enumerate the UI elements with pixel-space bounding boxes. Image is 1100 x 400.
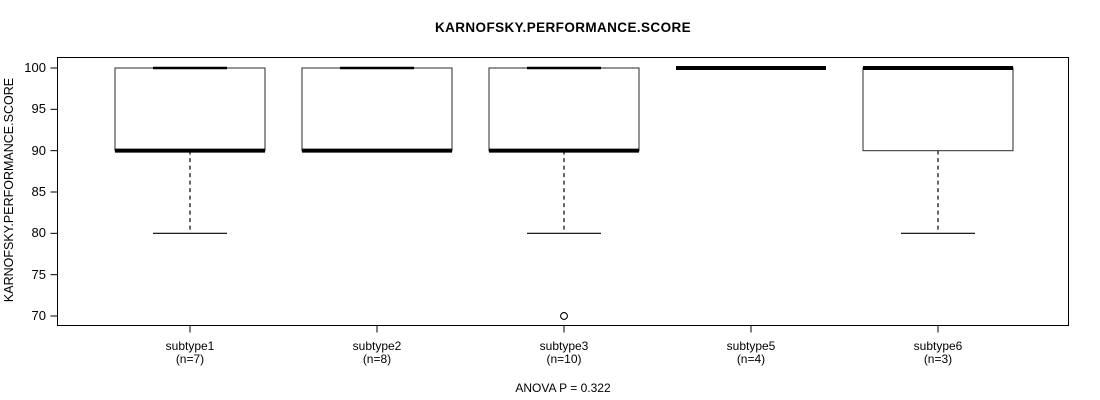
plot-frame: [58, 58, 1069, 326]
anova-annotation: ANOVA P = 0.322: [515, 381, 611, 395]
x-group-label: subtype6: [913, 339, 963, 353]
box: [863, 68, 1013, 151]
box: [115, 68, 265, 151]
y-axis-label: KARNOFSKY.PERFORMANCE.SCORE: [2, 77, 16, 303]
x-group-label: subtype3: [539, 339, 589, 353]
x-group-n-label: (n=4): [736, 351, 766, 366]
x-group-label: subtype1: [165, 339, 215, 353]
y-tick-label: 80: [31, 225, 46, 241]
x-group-n-label: (n=3): [923, 351, 953, 366]
x-group-n-label: (n=7): [175, 351, 205, 366]
y-tick-label: 95: [31, 101, 46, 117]
x-group-n-label: (n=8): [362, 351, 392, 366]
outlier-point: [561, 313, 568, 320]
x-group-label: subtype2: [352, 339, 402, 353]
box: [302, 68, 452, 151]
y-tick-label: 70: [31, 308, 46, 323]
y-tick-label: 85: [31, 184, 46, 199]
box: [489, 68, 639, 151]
x-group-label: subtype5: [726, 339, 776, 353]
chart-title: KARNOFSKY.PERFORMANCE.SCORE: [434, 20, 692, 35]
y-tick-label: 75: [31, 266, 46, 282]
y-tick-label: 90: [31, 142, 46, 158]
x-group-n-label: (n=10): [546, 351, 582, 366]
y-tick-label: 100: [24, 60, 46, 75]
